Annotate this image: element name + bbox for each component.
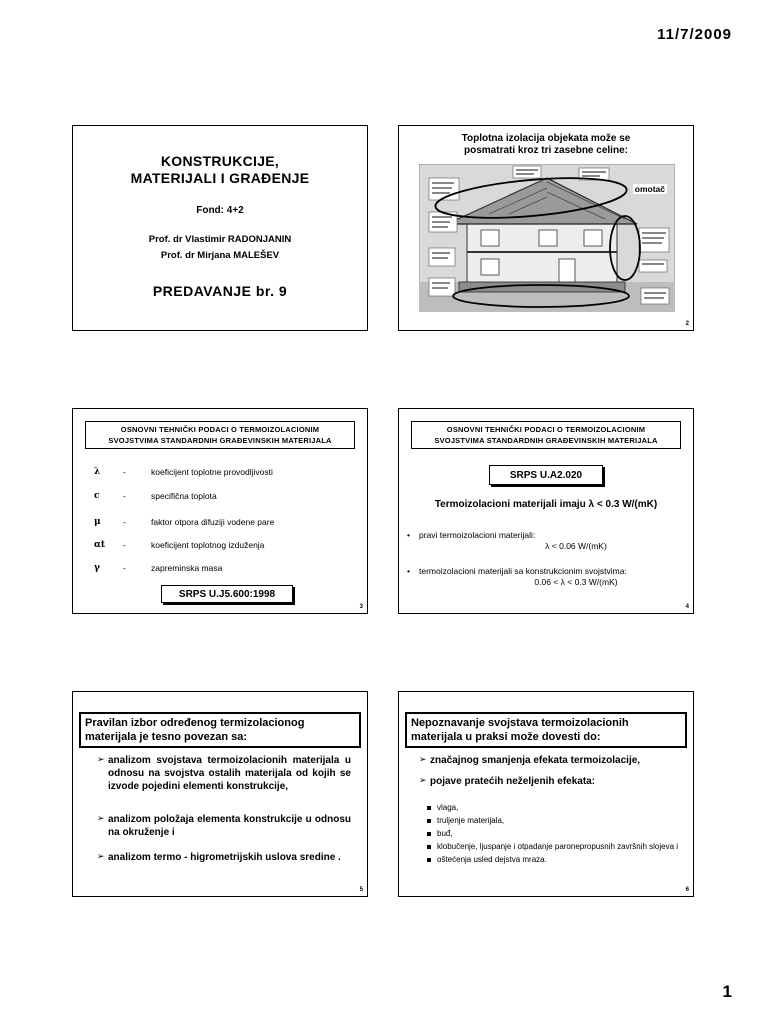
standard-label: SRPS U.J5.600:1998	[161, 585, 293, 603]
property-row	[73, 517, 367, 531]
list-item: vlaga,	[427, 802, 683, 813]
bullet-text: pojave pratećih neželjenih efekata:	[430, 776, 596, 787]
slide-number: 5	[359, 887, 363, 893]
slide-5	[72, 691, 368, 897]
bullet-text: analizom svojstava termoizolacionih materijala u odnosu na svojstva ostalih materijala od kojih se izvode pojedini elementi konstrukcije,	[108, 755, 351, 792]
professor-2: Prof. dr Mirjana MALEŠEV	[160, 250, 280, 261]
property-symbol: λ	[94, 467, 101, 477]
slide-number: 3	[359, 604, 363, 610]
property-description: koeficijent toplotne provodljivosti	[151, 467, 273, 477]
property-row	[73, 563, 367, 577]
professor-1: Prof. dr Vlastimir RADONJANIN	[148, 234, 292, 245]
course-fund: Fond: 4+2	[196, 205, 244, 216]
arrow-bullet-icon: ➢	[97, 755, 105, 765]
header-line-1: OSNOVNI TEHNIČKI PODACI O TERMOIZOLACIONIM	[120, 425, 320, 434]
caption-line-1: Toplotna izolacija objekata može se	[461, 133, 631, 144]
caption-line-2: posmatrati kroz tri zasebne celine:	[464, 145, 628, 156]
slide-number: 2	[685, 321, 689, 327]
property-description: specifična toplota	[151, 491, 217, 501]
slide-title-box	[79, 712, 361, 748]
slide-header	[411, 421, 681, 449]
title-line-1: KONSTRUKCIJE,	[160, 153, 280, 169]
list-item: truljenje materijala,	[427, 815, 683, 826]
page-number: 1	[722, 982, 732, 1001]
list-item	[419, 775, 685, 788]
bullet-text: analizom položaja elementa konstrukcije u odnosu na okruženje i	[108, 814, 351, 838]
property-dash: -	[123, 491, 126, 501]
page-date: 11/7/2009	[657, 26, 732, 43]
bullet-marker: •	[407, 530, 410, 540]
property-symbol: αt	[94, 540, 106, 550]
label-omotac: omotač	[634, 184, 665, 194]
slide-number: 4	[685, 604, 689, 610]
property-description: faktor otpora difuziji vodene pare	[151, 517, 275, 527]
header-line-1: OSNOVNI TEHNIČKI PODACI O TERMOIZOLACIONIM	[446, 425, 646, 434]
slide-2	[398, 125, 694, 331]
list-item: klobučenje, ljuspanje i otpadanje paronepropusnih završnih slojeva i	[427, 841, 683, 852]
main-statement: Termoizolacioni materijali imaju λ < 0.3 W/(mK)	[434, 499, 658, 510]
arrow-bullet-icon: ➢	[419, 776, 427, 786]
effects-list	[427, 802, 683, 867]
bullet-text: značajnog smanjenja efekata termoizolacije,	[430, 755, 641, 766]
property-description: zapreminska masa	[151, 563, 223, 573]
arrow-bullet-icon: ➢	[97, 852, 105, 862]
list-item	[407, 566, 685, 588]
property-row	[73, 491, 367, 505]
property-symbol: c	[94, 491, 100, 501]
title-line-2: materijala je tesno povezan sa:	[85, 731, 248, 743]
property-dash: -	[123, 517, 126, 527]
header-line-2: SVOJSTVIMA STANDARDNIH GRAĐEVINSKIH MATERIJALA	[434, 436, 658, 445]
slide-6	[398, 691, 694, 897]
property-row	[73, 540, 367, 554]
slide-3	[72, 408, 368, 614]
list-item	[97, 813, 351, 839]
slide-number: 6	[685, 887, 689, 893]
standard-label: SRPS U.A2.020	[489, 465, 603, 485]
title-line-2: MATERIJALI I GRAĐENJE	[130, 170, 310, 186]
list-item	[97, 851, 351, 864]
list-item: buđ,	[427, 828, 683, 839]
property-dash: -	[123, 563, 126, 573]
property-dash: -	[123, 540, 126, 550]
list-item: oštećenja usled dejstva mraza.	[427, 854, 683, 865]
list-item	[97, 754, 351, 793]
slide-title	[73, 153, 367, 187]
property-row	[73, 467, 367, 481]
bullet-text: analizom termo - higrometrijskih uslova sredine .	[108, 852, 341, 863]
property-description: koeficijent toplotnog izduženja	[151, 540, 265, 550]
property-symbol: γ	[94, 563, 100, 573]
title-line-1: Pravilan izbor određenog termizolacionog	[85, 717, 305, 729]
list-item	[419, 754, 685, 767]
arrow-bullet-icon: ➢	[419, 755, 427, 765]
arrow-bullet-icon: ➢	[97, 814, 105, 824]
bullet-marker: •	[407, 566, 410, 576]
bullet-value: λ < 0.06 W/(mK)	[545, 541, 607, 551]
property-symbol: μ	[94, 517, 101, 527]
slide-4	[398, 408, 694, 614]
slide-1	[72, 125, 368, 331]
title-line-2: materijala u praksi može dovesti do:	[411, 731, 601, 743]
slide-header	[85, 421, 355, 449]
title-line-1: Nepoznavanje svojstava termoizolacionih	[411, 717, 629, 729]
bullet-text: pravi termoizolacioni materijali:	[419, 530, 536, 540]
property-dash: -	[123, 467, 126, 477]
bullet-text: termoizolacioni materijali sa konstrukcionim svojstvima:	[419, 566, 627, 576]
lecture-number: PREDAVANJE br. 9	[152, 283, 288, 299]
bullet-value: 0.06 < λ < 0.3 W/(mK)	[534, 577, 618, 587]
slide-title-box	[405, 712, 687, 748]
slide-caption	[399, 133, 693, 157]
header-line-2: SVOJSTVIMA STANDARDNIH GRAĐEVINSKIH MATERIJALA	[108, 436, 332, 445]
list-item	[407, 530, 685, 552]
